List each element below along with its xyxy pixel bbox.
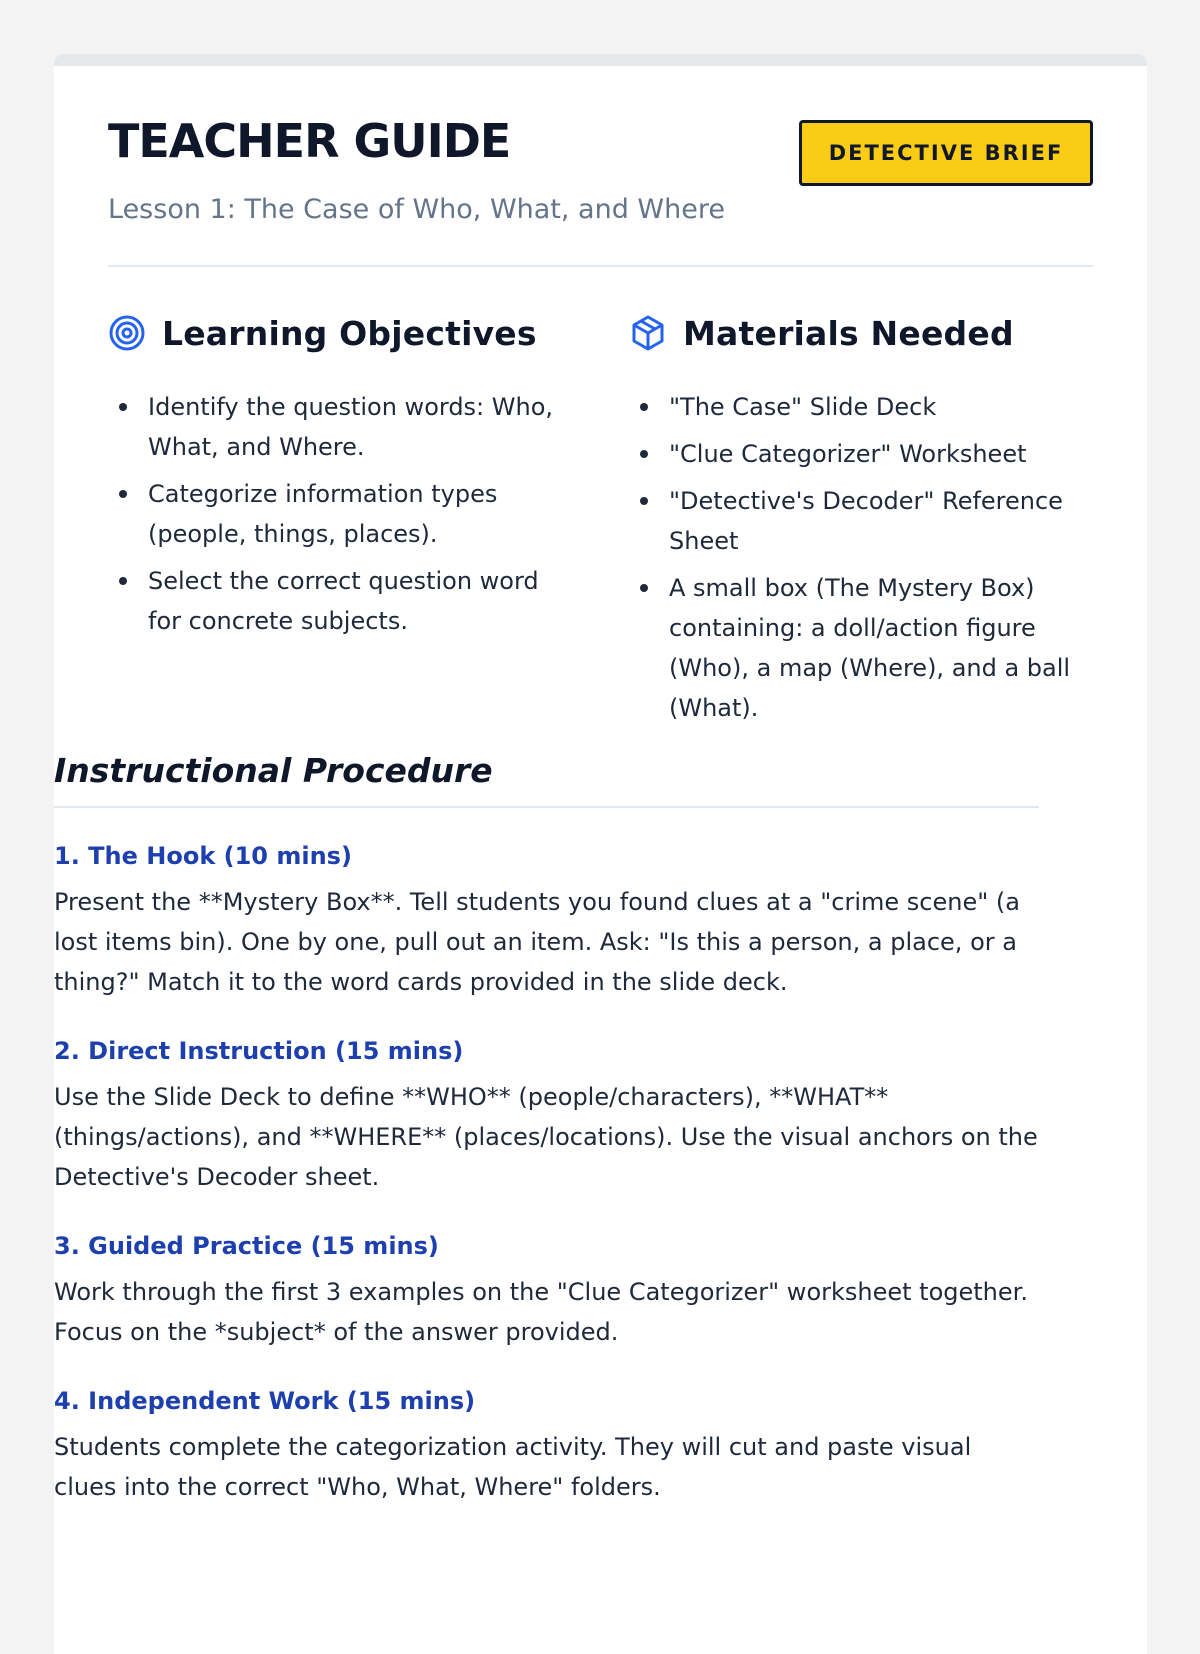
procedure-heading: Instructional Procedure xyxy=(54,751,493,790)
step-title: 2. Direct Instruction (15 mins) xyxy=(54,1037,464,1065)
step-body: Use the Slide Deck to define **WHO** (people/characters), **WHAT** (things/actions), and **WHERE** (places/locations). Use the visual anchors on the Detective's Decoder sheet. xyxy=(54,1083,1038,1191)
lesson-subtitle: Lesson 1: The Case of Who, What, and Where xyxy=(108,194,725,225)
list-item: Categorize information types (people, things, places). xyxy=(108,474,568,554)
step-body: Work through the first 3 examples on the "Clue Categorizer" worksheet together. Focus on the *subject* of the answer provided. xyxy=(54,1278,1028,1346)
list-item: Select the correct question word for concrete subjects. xyxy=(108,561,568,641)
materials-header xyxy=(629,313,1091,353)
procedure-step xyxy=(54,840,1039,1002)
list-item: "Clue Categorizer" Worksheet xyxy=(629,434,1091,474)
list-item: Identify the question words: Who, What, and Where. xyxy=(108,387,568,467)
box-icon xyxy=(629,314,667,352)
procedure-step xyxy=(54,1035,1039,1197)
procedure-steps xyxy=(54,840,1039,1540)
objectives-list xyxy=(108,387,568,641)
materials-section xyxy=(629,313,1091,735)
list-item: "Detective's Decoder" Reference Sheet xyxy=(629,481,1091,561)
step-title: 3. Guided Practice (15 mins) xyxy=(54,1232,439,1260)
objectives-section xyxy=(108,313,568,648)
list-item: "The Case" Slide Deck xyxy=(629,387,1091,427)
step-body: Students complete the categorization activity. They will cut and paste visual clues into the correct "Who, What, Where" folders. xyxy=(54,1433,972,1501)
materials-list xyxy=(629,387,1091,728)
guide-header xyxy=(108,66,1093,267)
step-body: Present the **Mystery Box**. Tell students you found clues at a "crime scene" (a lost items bin). One by one, pull out an item. Ask: "Is this a person, a place, or a thing?" Match it to the word cards provided in the slide deck. xyxy=(54,888,1020,996)
list-item: A small box (The Mystery Box) containing: a doll/action figure (Who), a map (Where), and a ball (What). xyxy=(629,568,1091,728)
objectives-header xyxy=(108,313,568,353)
overview-columns xyxy=(108,267,1093,757)
procedure-title xyxy=(54,752,1039,808)
detective-brief-button[interactable]: DETECTIVE BRIEF xyxy=(799,120,1093,186)
step-title: 1. The Hook (10 mins) xyxy=(54,842,352,870)
step-title: 4. Independent Work (15 mins) xyxy=(54,1387,476,1415)
objectives-heading: Learning Objectives xyxy=(162,313,537,353)
procedure-step xyxy=(54,1385,1039,1507)
page-title: TEACHER GUIDE xyxy=(108,114,511,168)
materials-heading: Materials Needed xyxy=(683,313,1014,353)
target-icon xyxy=(108,314,146,352)
procedure-step xyxy=(54,1230,1039,1352)
